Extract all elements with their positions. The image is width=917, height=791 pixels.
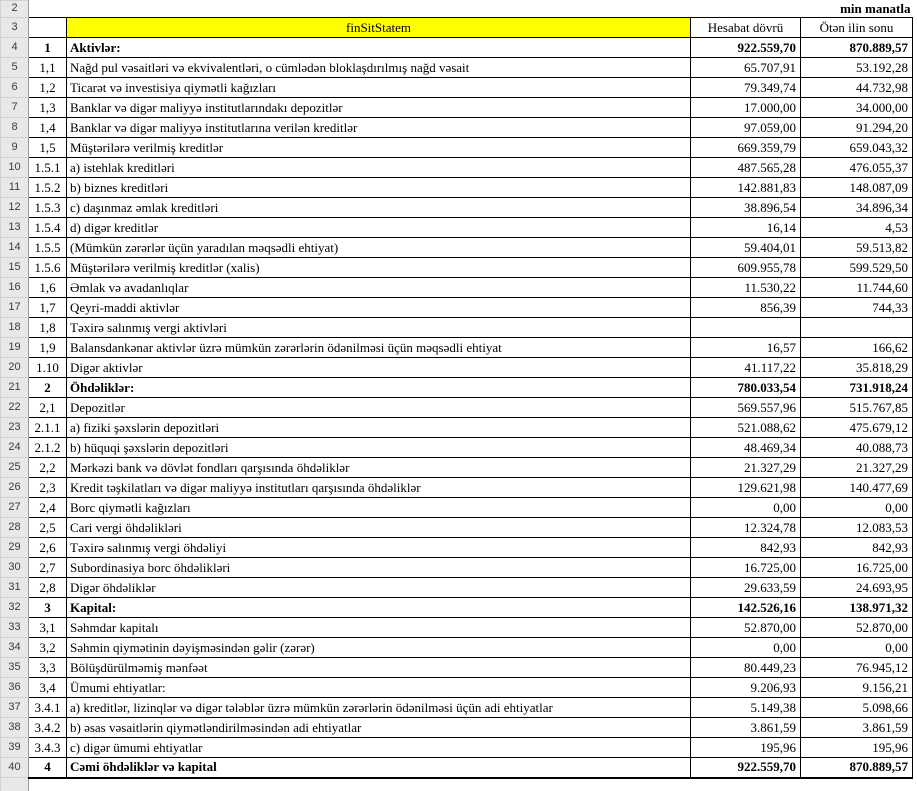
table-row (1, 738, 913, 758)
current-period-cell[interactable]: 59.404,01 (691, 238, 801, 258)
item-number-cell[interactable]: 3.4.2 (29, 718, 67, 738)
description-cell[interactable]: Cari vergi öhdəlikləri (67, 518, 691, 538)
current-period-cell[interactable]: 609.955,78 (691, 258, 801, 278)
previous-period-cell[interactable]: 870.889,57 (801, 38, 913, 58)
item-number-cell[interactable]: 1,9 (29, 338, 67, 358)
row-number[interactable]: 12 (1, 198, 29, 218)
table-row (1, 698, 913, 718)
table-row (1, 218, 913, 238)
previous-period-cell[interactable]: 138.971,32 (801, 598, 913, 618)
current-period-cell[interactable]: 856,39 (691, 298, 801, 318)
table-row (1, 178, 913, 198)
row-number[interactable]: 30 (1, 558, 29, 578)
row-number[interactable] (1, 778, 29, 791)
item-number-cell[interactable]: 1.10 (29, 358, 67, 378)
description-cell[interactable]: Müştərilərə verilmiş kreditlər (xalis) (67, 258, 691, 278)
table-row (1, 358, 913, 378)
description-cell[interactable]: a) istehlak kreditləri (67, 158, 691, 178)
previous-period-cell[interactable]: 12.083,53 (801, 518, 913, 538)
previous-period-cell[interactable]: 52.870,00 (801, 618, 913, 638)
description-cell[interactable]: (Mümkün zərərlər üçün yaradılan məqsədli ehtiyat) (67, 238, 691, 258)
previous-period-cell[interactable]: 59.513,82 (801, 238, 913, 258)
current-period-cell[interactable]: 521.088,62 (691, 418, 801, 438)
item-number-cell[interactable]: 4 (29, 758, 67, 778)
previous-period-cell[interactable]: 731.918,24 (801, 378, 913, 398)
previous-period-cell[interactable]: 599.529,50 (801, 258, 913, 278)
empty-cell (801, 778, 913, 791)
current-period-cell[interactable]: 669.359,79 (691, 138, 801, 158)
table-row (1, 138, 913, 158)
current-period-cell[interactable]: 41.117,22 (691, 358, 801, 378)
table-row (1, 98, 913, 118)
current-period-cell[interactable]: 9.206,93 (691, 678, 801, 698)
description-cell[interactable]: Mərkəzi bank və dövlət fondları qarşısında öhdəliklər (67, 458, 691, 478)
item-number-cell[interactable]: 1,2 (29, 78, 67, 98)
row-number[interactable]: 3 (1, 18, 29, 38)
unit-row (1, 1, 913, 18)
previous-period-cell[interactable]: 842,93 (801, 538, 913, 558)
item-number-cell[interactable]: 3,4 (29, 678, 67, 698)
current-period-cell[interactable]: 79.349,74 (691, 78, 801, 98)
item-number-cell[interactable]: 3.4.1 (29, 698, 67, 718)
current-period-cell[interactable]: 16.725,00 (691, 558, 801, 578)
description-cell[interactable]: Banklar və digər maliyyə institutlarındakı depozitlər (67, 98, 691, 118)
row-number[interactable]: 25 (1, 458, 29, 478)
previous-period-cell[interactable]: 44.732,98 (801, 78, 913, 98)
previous-period-cell[interactable]: 0,00 (801, 498, 913, 518)
current-period-cell[interactable]: 16,57 (691, 338, 801, 358)
header-row (1, 18, 913, 38)
current-period-cell[interactable]: 52.870,00 (691, 618, 801, 638)
table-row (1, 458, 913, 478)
previous-period-cell[interactable]: 148.087,09 (801, 178, 913, 198)
row-number[interactable]: 32 (1, 598, 29, 618)
row-number[interactable]: 20 (1, 358, 29, 378)
table-row (1, 538, 913, 558)
table-row (1, 258, 913, 278)
row-number[interactable]: 27 (1, 498, 29, 518)
previous-period-cell[interactable]: 659.043,32 (801, 138, 913, 158)
item-number-cell[interactable]: 2,5 (29, 518, 67, 538)
previous-period-cell[interactable]: 16.725,00 (801, 558, 913, 578)
item-number-cell[interactable]: 1 (29, 38, 67, 58)
table-row (1, 378, 913, 398)
row-number[interactable]: 7 (1, 98, 29, 118)
empty-cell (67, 778, 691, 791)
table-row (1, 558, 913, 578)
item-number-cell[interactable]: 2,8 (29, 578, 67, 598)
previous-period-cell[interactable]: 0,00 (801, 638, 913, 658)
previous-period-cell[interactable]: 870.889,57 (801, 758, 913, 778)
current-period-cell[interactable]: 12.324,78 (691, 518, 801, 538)
table-row (1, 298, 913, 318)
table-row (1, 678, 913, 698)
description-cell[interactable]: b) biznes kreditləri (67, 178, 691, 198)
table-row (1, 638, 913, 658)
current-period-cell[interactable]: 80.449,23 (691, 658, 801, 678)
previous-period-cell[interactable]: 34.000,00 (801, 98, 913, 118)
current-period-cell[interactable]: 48.469,34 (691, 438, 801, 458)
previous-period-cell[interactable]: 744,33 (801, 298, 913, 318)
sheet-body (1, 1, 913, 791)
row-number[interactable]: 15 (1, 258, 29, 278)
row-number[interactable]: 40 (1, 758, 29, 778)
description-cell[interactable]: Öhdəliklər: (67, 378, 691, 398)
item-number-cell[interactable]: 2.1.1 (29, 418, 67, 438)
header-empty-cell[interactable] (29, 18, 67, 38)
current-period-cell[interactable]: 11.530,22 (691, 278, 801, 298)
previous-period-cell[interactable]: 195,96 (801, 738, 913, 758)
description-cell[interactable]: b) əsas vəsaitlərin qiymətləndirilməsindən adi ehtiyatlar (67, 718, 691, 738)
table-row (1, 418, 913, 438)
table-title-cell[interactable]: finSitStatem (67, 18, 691, 38)
description-cell[interactable]: Kredit təşkilatları və digər maliyyə institutları qarşısında öhdəliklər (67, 478, 691, 498)
description-cell[interactable]: Digər öhdəliklər (67, 578, 691, 598)
current-period-cell[interactable]: 142.526,16 (691, 598, 801, 618)
item-number-cell[interactable]: 3,1 (29, 618, 67, 638)
previous-period-cell[interactable]: 3.861,59 (801, 718, 913, 738)
description-cell[interactable]: Bölüşdürülməmiş mənfəət (67, 658, 691, 678)
description-cell[interactable]: a) kreditlər, lizinqlər və digər tələblər üzrə mümkün zərərlərin ödənilməsi üçün adi ehtiyatlar (67, 698, 691, 718)
item-number-cell[interactable]: 1,7 (29, 298, 67, 318)
previous-period-cell[interactable]: 4,53 (801, 218, 913, 238)
item-number-cell[interactable]: 1.5.3 (29, 198, 67, 218)
item-number-cell[interactable]: 2,4 (29, 498, 67, 518)
item-number-cell[interactable]: 1,4 (29, 118, 67, 138)
row-number[interactable]: 18 (1, 318, 29, 338)
current-period-cell[interactable]: 142.881,83 (691, 178, 801, 198)
table-row (1, 618, 913, 638)
table-row (1, 478, 913, 498)
item-number-cell[interactable]: 1,6 (29, 278, 67, 298)
item-number-cell[interactable]: 3 (29, 598, 67, 618)
previous-period-cell[interactable]: 476.055,37 (801, 158, 913, 178)
table-row (1, 598, 913, 618)
previous-period-cell[interactable]: 9.156,21 (801, 678, 913, 698)
table-row (1, 718, 913, 738)
description-cell[interactable]: Depozitlər (67, 398, 691, 418)
current-period-cell[interactable] (691, 318, 801, 338)
table-row (1, 338, 913, 358)
table-row (1, 498, 913, 518)
description-cell[interactable]: Ümumi ehtiyatlar: (67, 678, 691, 698)
row-number[interactable]: 37 (1, 698, 29, 718)
item-number-cell[interactable]: 1,5 (29, 138, 67, 158)
description-cell[interactable]: d) digər kreditlər (67, 218, 691, 238)
row-number[interactable]: 26 (1, 478, 29, 498)
row-number[interactable]: 16 (1, 278, 29, 298)
table-row (1, 518, 913, 538)
current-period-cell[interactable]: 569.557,96 (691, 398, 801, 418)
item-number-cell[interactable]: 3,2 (29, 638, 67, 658)
item-number-cell[interactable]: 2,1 (29, 398, 67, 418)
item-number-cell[interactable]: 1.5.2 (29, 178, 67, 198)
description-cell[interactable]: Subordinasiya borc öhdəlikləri (67, 558, 691, 578)
description-cell[interactable]: Ticarət və investisiya qiymətli kağızları (67, 78, 691, 98)
row-number[interactable]: 33 (1, 618, 29, 638)
row-number[interactable]: 6 (1, 78, 29, 98)
previous-period-cell[interactable]: 140.477,69 (801, 478, 913, 498)
table-row (1, 78, 913, 98)
row-number[interactable]: 5 (1, 58, 29, 78)
description-cell[interactable]: Səhmdar kapitalı (67, 618, 691, 638)
table-row (1, 318, 913, 338)
row-number[interactable]: 21 (1, 378, 29, 398)
description-cell[interactable]: Kapital: (67, 598, 691, 618)
description-cell[interactable]: Balansdankənar aktivlər üzrə mümkün zərərlərin ödənilməsi üçün məqsədli ehtiyat (67, 338, 691, 358)
previous-period-cell[interactable]: 5.098,66 (801, 698, 913, 718)
row-number[interactable]: 38 (1, 718, 29, 738)
current-period-cell[interactable]: 29.633,59 (691, 578, 801, 598)
table-row (1, 438, 913, 458)
row-number[interactable]: 31 (1, 578, 29, 598)
row-number[interactable]: 8 (1, 118, 29, 138)
item-number-cell[interactable]: 1.5.5 (29, 238, 67, 258)
row-number[interactable]: 19 (1, 338, 29, 358)
description-cell[interactable]: Nağd pul vəsaitləri və ekvivalentləri, o cümlədən bloklaşdırılmış nağd vəsait (67, 58, 691, 78)
description-cell[interactable]: c) digər ümumi ehtiyatlar (67, 738, 691, 758)
table-row (1, 58, 913, 78)
description-cell[interactable]: Qeyri-maddi aktivlər (67, 298, 691, 318)
previous-period-cell[interactable]: 76.945,12 (801, 658, 913, 678)
previous-period-cell[interactable]: 11.744,60 (801, 278, 913, 298)
current-period-cell[interactable]: 65.707,91 (691, 58, 801, 78)
empty-cell (29, 778, 67, 791)
current-period-cell[interactable]: 922.559,70 (691, 38, 801, 58)
row-number[interactable]: 29 (1, 538, 29, 558)
table-row (1, 658, 913, 678)
row-number[interactable]: 17 (1, 298, 29, 318)
row-number[interactable]: 10 (1, 158, 29, 178)
current-period-cell[interactable]: 922.559,70 (691, 758, 801, 778)
current-period-cell[interactable]: 16,14 (691, 218, 801, 238)
previous-period-cell[interactable]: 515.767,85 (801, 398, 913, 418)
current-period-cell[interactable]: 21.327,29 (691, 458, 801, 478)
row-number[interactable]: 2 (1, 1, 29, 18)
row-number[interactable]: 9 (1, 138, 29, 158)
item-number-cell[interactable]: 1.5.6 (29, 258, 67, 278)
unit-label-cell[interactable]: min manatla (801, 1, 913, 18)
item-number-cell[interactable]: 2,3 (29, 478, 67, 498)
current-period-cell[interactable]: 0,00 (691, 498, 801, 518)
description-cell[interactable]: Əmlak və avadanlıqlar (67, 278, 691, 298)
item-number-cell[interactable]: 1,3 (29, 98, 67, 118)
row-number[interactable]: 13 (1, 218, 29, 238)
table-row (1, 118, 913, 138)
description-cell[interactable]: a) fiziki şəxslərin depozitləri (67, 418, 691, 438)
previous-period-cell[interactable]: 53.192,28 (801, 58, 913, 78)
col-header-previous-year-end[interactable]: Ötən ilin sonu (801, 18, 913, 38)
description-cell[interactable]: Cəmi öhdəliklər və kapital (67, 758, 691, 778)
previous-period-cell[interactable]: 91.294,20 (801, 118, 913, 138)
item-number-cell[interactable]: 2,6 (29, 538, 67, 558)
current-period-cell[interactable]: 487.565,28 (691, 158, 801, 178)
description-cell[interactable]: Aktivlər: (67, 38, 691, 58)
item-number-cell[interactable]: 1.5.4 (29, 218, 67, 238)
item-number-cell[interactable]: 1,1 (29, 58, 67, 78)
current-period-cell[interactable]: 5.149,38 (691, 698, 801, 718)
empty-cell (691, 778, 801, 791)
empty-cell[interactable] (691, 1, 801, 18)
description-cell[interactable]: Banklar və digər maliyyə institutlarına verilən kreditlər (67, 118, 691, 138)
current-period-cell[interactable]: 195,96 (691, 738, 801, 758)
current-period-cell[interactable]: 842,93 (691, 538, 801, 558)
row-number[interactable]: 14 (1, 238, 29, 258)
item-number-cell[interactable]: 2 (29, 378, 67, 398)
description-cell[interactable]: Səhmin qiymətinin dəyişməsindən gəlir (zərər) (67, 638, 691, 658)
previous-period-cell[interactable]: 35.818,29 (801, 358, 913, 378)
description-cell[interactable]: Müştərilərə verilmiş kreditlər (67, 138, 691, 158)
table-row (1, 238, 913, 258)
table-row (1, 198, 913, 218)
description-cell[interactable]: Digər aktivlər (67, 358, 691, 378)
empty-cell[interactable] (67, 1, 691, 18)
row-number[interactable]: 24 (1, 438, 29, 458)
item-number-cell[interactable]: 2,7 (29, 558, 67, 578)
previous-period-cell[interactable]: 34.896,34 (801, 198, 913, 218)
description-cell[interactable]: Borc qiymətli kağızları (67, 498, 691, 518)
current-period-cell[interactable]: 17.000,00 (691, 98, 801, 118)
previous-period-cell[interactable]: 21.327,29 (801, 458, 913, 478)
previous-period-cell[interactable]: 24.693,95 (801, 578, 913, 598)
description-cell[interactable]: Təxirə salınmış vergi aktivləri (67, 318, 691, 338)
previous-period-cell[interactable] (801, 318, 913, 338)
current-period-cell[interactable]: 38.896,54 (691, 198, 801, 218)
row-number[interactable]: 23 (1, 418, 29, 438)
description-cell[interactable]: c) daşınmaz əmlak kreditləri (67, 198, 691, 218)
row-number[interactable]: 11 (1, 178, 29, 198)
current-period-cell[interactable]: 3.861,59 (691, 718, 801, 738)
table-row (1, 578, 913, 598)
table-row (1, 158, 913, 178)
row-number[interactable]: 34 (1, 638, 29, 658)
previous-period-cell[interactable]: 166,62 (801, 338, 913, 358)
current-period-cell[interactable]: 129.621,98 (691, 478, 801, 498)
current-period-cell[interactable]: 97.059,00 (691, 118, 801, 138)
previous-period-cell[interactable]: 475.679,12 (801, 418, 913, 438)
table-row (1, 38, 913, 58)
item-number-cell[interactable]: 2,2 (29, 458, 67, 478)
current-period-cell[interactable]: 0,00 (691, 638, 801, 658)
item-number-cell[interactable]: 1,8 (29, 318, 67, 338)
item-number-cell[interactable]: 3,3 (29, 658, 67, 678)
table-row (1, 398, 913, 418)
description-cell[interactable]: b) hüquqi şəxslərin depozitləri (67, 438, 691, 458)
filler-row (1, 778, 913, 791)
row-number[interactable]: 36 (1, 678, 29, 698)
col-header-current-period[interactable]: Hesabat dövrü (691, 18, 801, 38)
empty-cell[interactable] (29, 1, 67, 18)
table-row (1, 278, 913, 298)
current-period-cell[interactable]: 780.033,54 (691, 378, 801, 398)
row-number[interactable]: 4 (1, 38, 29, 58)
item-number-cell[interactable]: 1.5.1 (29, 158, 67, 178)
table-row (1, 758, 913, 778)
description-cell[interactable]: Təxirə salınmış vergi öhdəliyi (67, 538, 691, 558)
row-number[interactable]: 39 (1, 738, 29, 758)
previous-period-cell[interactable]: 40.088,73 (801, 438, 913, 458)
item-number-cell[interactable]: 3.4.3 (29, 738, 67, 758)
row-number[interactable]: 35 (1, 658, 29, 678)
item-number-cell[interactable]: 2.1.2 (29, 438, 67, 458)
row-number[interactable]: 22 (1, 398, 29, 418)
row-number[interactable]: 28 (1, 518, 29, 538)
